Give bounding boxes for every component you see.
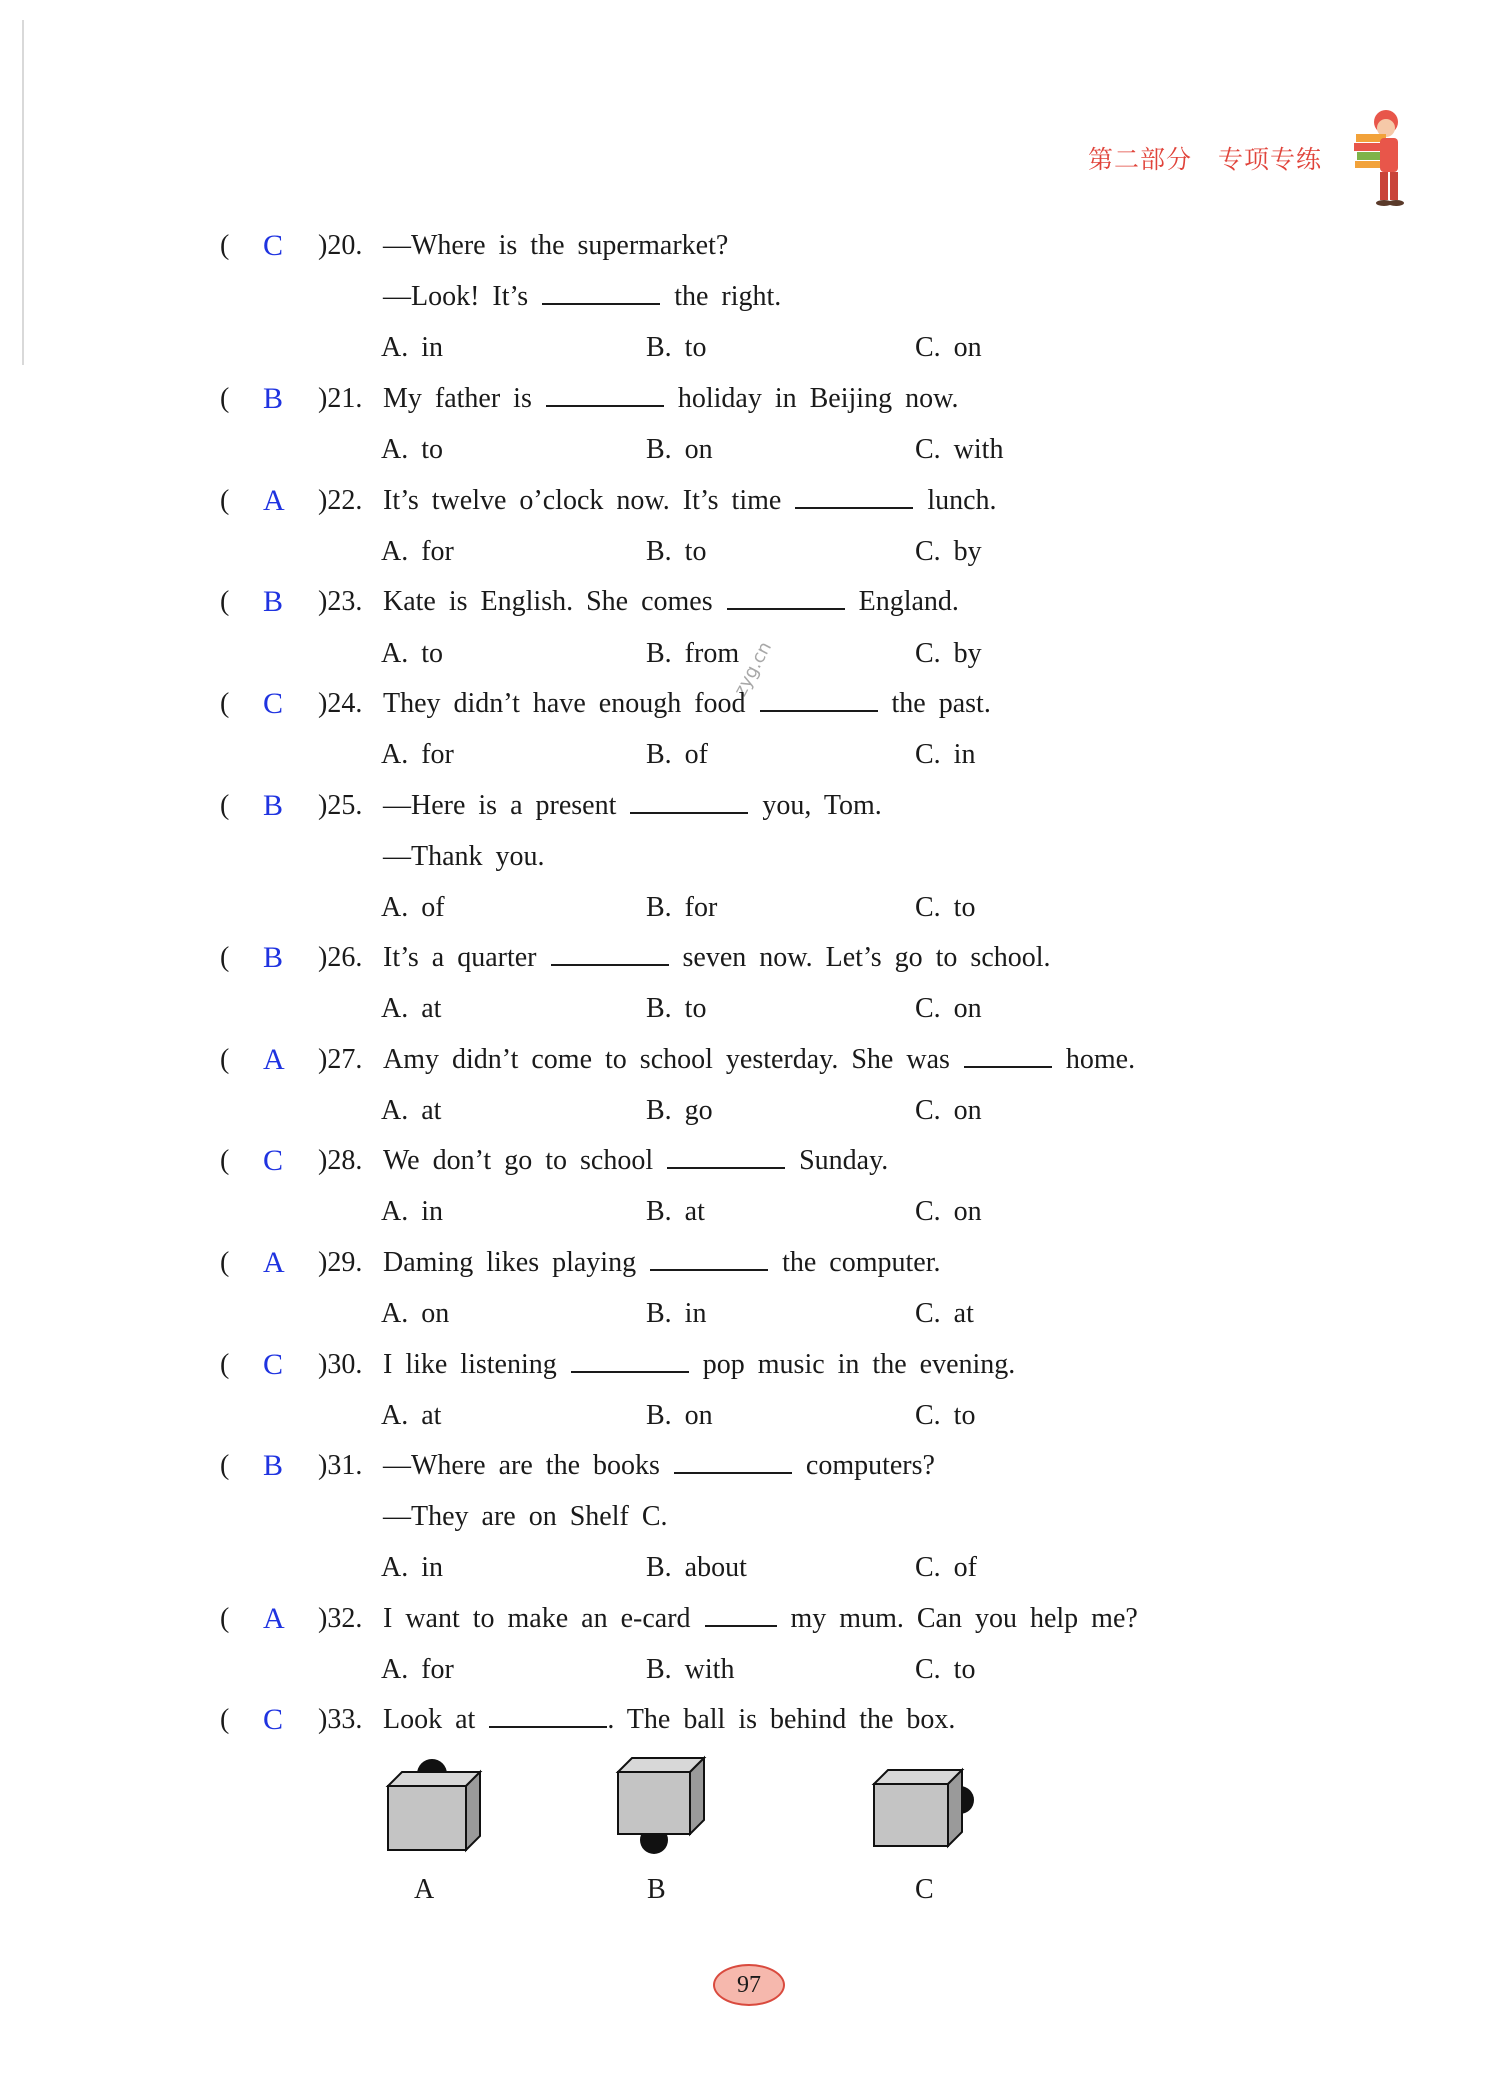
answer-letter: A [263,1602,285,1635]
question-number: )32. [318,1603,363,1634]
answer-blank [667,1141,785,1169]
answer-letter: B [263,789,284,822]
answer-letter: C [263,229,284,262]
question-number: )24. [318,688,363,719]
cube-ball-behind-icon [870,1752,980,1862]
option-b: B. to [646,332,707,363]
question-stem: —Here is a present you, Tom. [383,786,882,826]
option-c: C. to [915,1400,976,1431]
option-c: C. on [915,1196,982,1227]
student-mascot-icon [1350,106,1412,208]
watermark: zyg.cn [730,638,777,700]
cube-ball-under-icon [614,1748,724,1868]
answer-paren: ( [220,942,230,973]
question-number: )30. [318,1349,363,1380]
answer-paren: ( [220,1704,230,1735]
option-a: A. for [381,739,454,770]
question-stem: Look at . The ball is behind the box. [383,1700,955,1740]
question-number: )25. [318,790,363,821]
answer-paren: ( [220,1349,230,1380]
option-b: B. go [646,1095,713,1126]
question-stem: It’s twelve o’clock now. It’s time lunch. [383,481,997,521]
option-c: C. by [915,638,982,669]
option-b: B. of [646,739,708,770]
answer-paren: ( [220,688,230,719]
picture-label-b: B [647,1874,666,1905]
question-stem: We don’t go to school Sunday. [383,1141,888,1181]
answer-letter: A [263,1043,285,1076]
answer-paren: ( [220,485,230,516]
option-c: C. with [915,434,1004,465]
answer-blank [650,1243,768,1271]
option-b: B. on [646,434,713,465]
answer-letter: B [263,382,284,415]
option-b: B. to [646,536,707,567]
question-number: )22. [318,485,363,516]
option-c: C. on [915,1095,982,1126]
option-c: C. to [915,892,976,923]
answer-letter: C [263,1703,284,1736]
question-number: )29. [318,1247,363,1278]
picture-label-a: A [414,1874,435,1905]
section-header [1088,140,1322,176]
answer-paren: ( [220,1247,230,1278]
picture-label-c: C [915,1874,934,1905]
answer-letter: C [263,1348,284,1381]
answer-blank [551,938,669,966]
option-a: A. for [381,1654,454,1685]
answer-blank [542,277,660,305]
option-a: A. at [381,993,442,1024]
question-stem: I like listening pop music in the evening. [383,1345,1015,1385]
question-reply: —They are on Shelf C. [383,1501,668,1532]
cube-ball-on-top-icon [380,1752,490,1862]
option-a: A. at [381,1095,442,1126]
option-b: B. for [646,892,718,923]
option-a: A. of [381,892,445,923]
answer-blank [674,1446,792,1474]
answer-letter: B [263,1449,284,1482]
option-c: C. on [915,993,982,1024]
question-number: )31. [318,1450,363,1481]
option-a: A. for [381,536,454,567]
option-a: A. to [381,638,443,669]
option-b: B. about [646,1552,747,1583]
option-a: A. to [381,434,443,465]
option-c: C. by [915,536,982,567]
answer-letter: A [263,1246,285,1279]
option-b: B. with [646,1654,735,1685]
question-number: )33. [318,1704,363,1735]
answer-paren: ( [220,1603,230,1634]
option-b: B. in [646,1298,707,1329]
question-number: )20. [318,230,363,261]
question-reply: —Thank you. [383,841,545,872]
option-c: C. to [915,1654,976,1685]
option-c: C. at [915,1298,974,1329]
question-stem: It’s a quarter seven now. Let’s go to school. [383,938,1051,978]
section-label: 第二部分 [1088,145,1193,174]
option-b: B. from [646,638,740,669]
answer-paren: ( [220,1044,230,1075]
question-stem: They didn’t have enough food the past. [383,684,991,724]
option-b: B. on [646,1400,713,1431]
answer-paren: ( [220,586,230,617]
answer-blank [964,1040,1052,1068]
question-number: )23. [318,586,363,617]
question-stem: Amy didn’t come to school yesterday. She was home. [383,1040,1135,1080]
answer-blank [705,1599,777,1627]
answer-blank [727,582,845,610]
question-number: )28. [318,1145,363,1176]
answer-blank [630,786,748,814]
answer-paren: ( [220,1450,230,1481]
page-number: 97 [713,1964,785,2006]
page-margin-line [22,20,24,365]
answer-blank [760,684,878,712]
option-c: C. of [915,1552,977,1583]
answer-blank [795,481,913,509]
question-stem: —Where are the books computers? [383,1446,935,1486]
answer-paren: ( [220,383,230,414]
option-a: A. in [381,1196,443,1227]
question-stem: I want to make an e-card my mum. Can you help me? [383,1599,1138,1639]
answer-letter: B [263,585,284,618]
section-title: 专项专练 [1218,145,1323,174]
answer-letter: C [263,687,284,720]
option-a: A. on [381,1298,450,1329]
answer-paren: ( [220,1145,230,1176]
answer-blank [546,379,664,407]
option-b: B. to [646,993,707,1024]
question-stem: Daming likes playing the computer. [383,1243,940,1283]
question-number: )26. [318,942,363,973]
question-stem: Kate is English. She comes England. [383,582,959,622]
option-c: C. in [915,739,976,770]
question-stem: —Where is the supermarket? [383,230,729,261]
answer-paren: ( [220,230,230,261]
option-c: C. on [915,332,982,363]
answer-blank [489,1700,607,1728]
option-a: A. in [381,332,443,363]
answer-letter: A [263,484,285,517]
answer-paren: ( [220,790,230,821]
answer-blank [571,1345,689,1373]
answer-letter: B [263,941,284,974]
question-reply: —Look! It’s the right. [383,277,781,317]
option-a: A. in [381,1552,443,1583]
answer-letter: C [263,1144,284,1177]
question-stem: My father is holiday in Beijing now. [383,379,958,419]
option-b: B. at [646,1196,705,1227]
question-number: )27. [318,1044,363,1075]
question-number: )21. [318,383,363,414]
option-a: A. at [381,1400,442,1431]
